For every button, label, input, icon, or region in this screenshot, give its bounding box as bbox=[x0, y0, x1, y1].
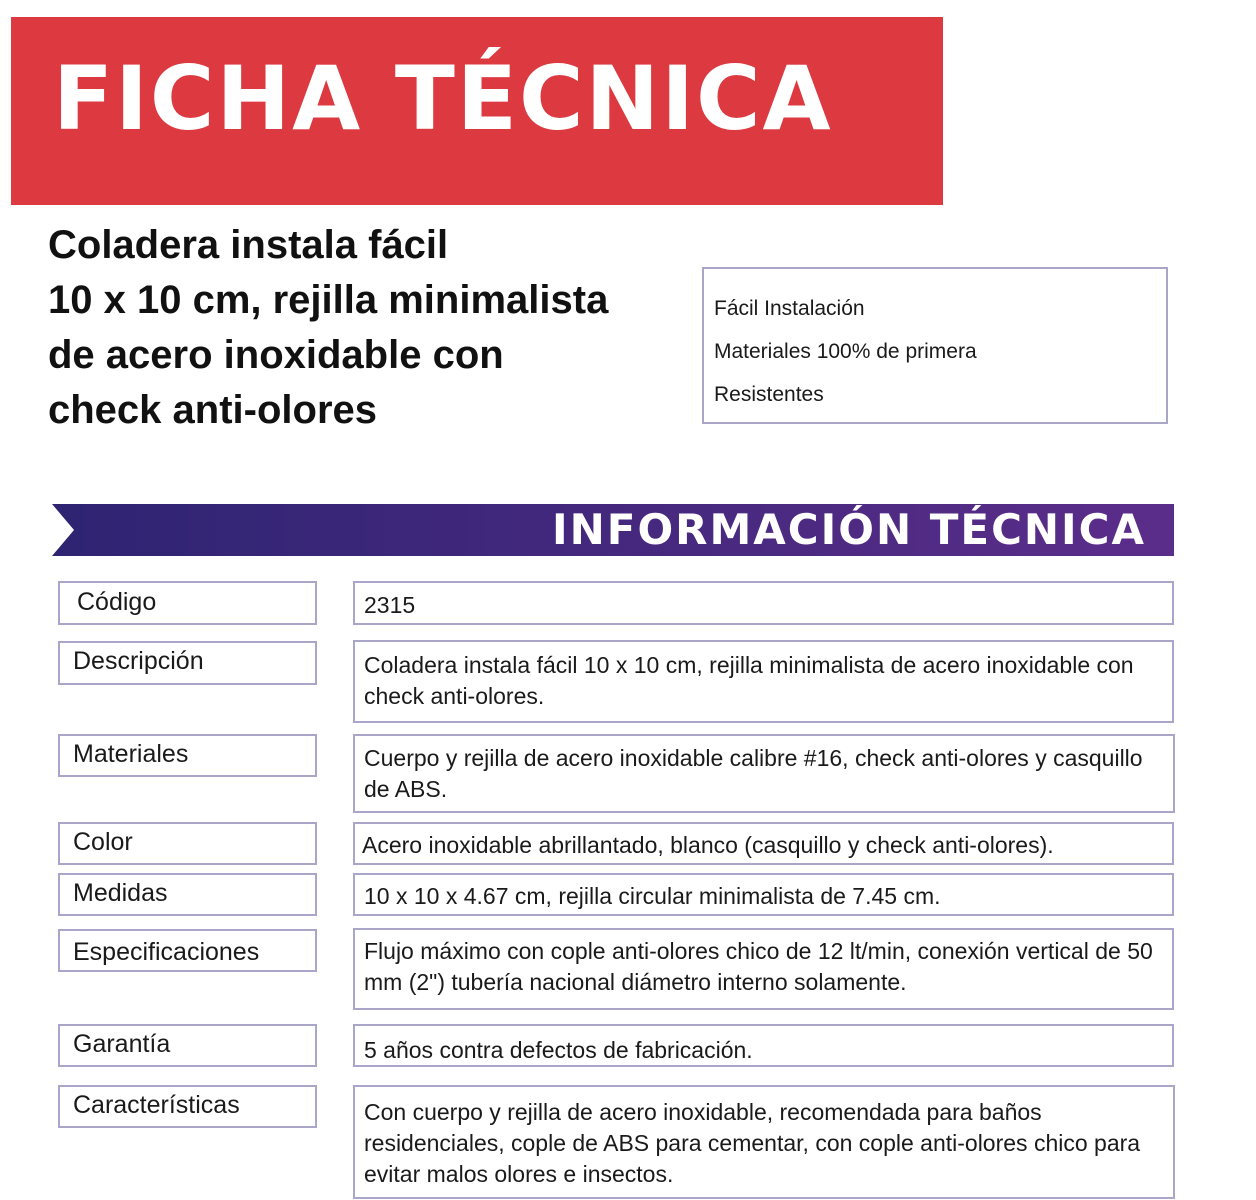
page-title: FICHA TÉCNICA bbox=[53, 47, 833, 150]
section-banner bbox=[52, 504, 1174, 556]
spec-value-text: 5 años contra defectos de fabricación. bbox=[364, 1037, 753, 1063]
header-banner bbox=[11, 17, 943, 205]
spec-label-text: Características bbox=[73, 1091, 240, 1119]
spec-value-text: 10 x 10 x 4.67 cm, rejilla circular minimalista de 7.45 cm. bbox=[364, 883, 941, 909]
features-box bbox=[702, 267, 1168, 424]
spec-label-text: Descripción bbox=[73, 647, 204, 675]
spec-label-descripcion bbox=[58, 641, 317, 685]
spec-label-garantia bbox=[58, 1024, 317, 1067]
spec-value-especificaciones bbox=[353, 928, 1174, 1010]
spec-label-materiales bbox=[58, 734, 317, 777]
spec-label-text: Código bbox=[77, 588, 157, 616]
spec-value-text: Cuerpo y rejilla de acero inoxidable calibre #16, check anti-olores y casquillo de ABS. bbox=[364, 745, 1143, 802]
feature-item: Resistentes bbox=[714, 383, 824, 406]
spec-label-text: Especificaciones bbox=[73, 938, 260, 966]
spec-value-color bbox=[353, 822, 1174, 865]
spec-label-text: Color bbox=[73, 828, 133, 856]
spec-value-garantia bbox=[353, 1024, 1174, 1067]
spec-value-caracteristicas bbox=[353, 1085, 1175, 1199]
product-title-line: de acero inoxidable con bbox=[48, 333, 504, 377]
feature-item: Materiales 100% de primera bbox=[714, 340, 977, 363]
spec-label-medidas bbox=[58, 873, 317, 916]
spec-value-text: 2315 bbox=[364, 592, 416, 618]
spec-value-text: Coladera instala fácil 10 x 10 cm, rejilla minimalista de acero inoxidable con check anti-olores. bbox=[364, 652, 1134, 709]
spec-label-caracteristicas bbox=[58, 1085, 317, 1128]
product-title bbox=[48, 218, 698, 438]
product-title-line: Coladera instala fácil bbox=[48, 223, 449, 267]
spec-value-descripcion bbox=[353, 640, 1174, 723]
spec-value-medidas bbox=[353, 873, 1174, 916]
spec-label-text: Medidas bbox=[73, 879, 168, 907]
spec-label-especificaciones bbox=[58, 929, 317, 972]
spec-value-text: Con cuerpo y rejilla de acero inoxidable, recomendada para baños residenciales, cople de ABS para cementar, con cople anti-olores chico para evitar malos olores e insectos. bbox=[364, 1099, 1141, 1187]
spec-label-text: Materiales bbox=[73, 740, 189, 768]
spec-value-materiales bbox=[353, 734, 1175, 813]
feature-item: Fácil Instalación bbox=[714, 297, 865, 320]
product-title-line: 10 x 10 cm, rejilla minimalista bbox=[48, 278, 609, 322]
section-title: INFORMACIÓN TÉCNICA bbox=[551, 505, 1146, 554]
spec-label-color bbox=[58, 822, 317, 865]
spec-value-codigo bbox=[353, 581, 1174, 625]
spec-label-text: Garantía bbox=[73, 1030, 171, 1058]
spec-value-text: Flujo máximo con cople anti-olores chico de 12 lt/min, conexión vertical de 50 mm (2") tubería nacional diámetro interno solamente. bbox=[364, 938, 1153, 995]
spec-label-codigo bbox=[58, 581, 317, 625]
product-title-line: check anti-olores bbox=[48, 388, 378, 432]
spec-value-text: Acero inoxidable abrillantado, blanco (casquillo y check anti-olores). bbox=[362, 832, 1054, 858]
